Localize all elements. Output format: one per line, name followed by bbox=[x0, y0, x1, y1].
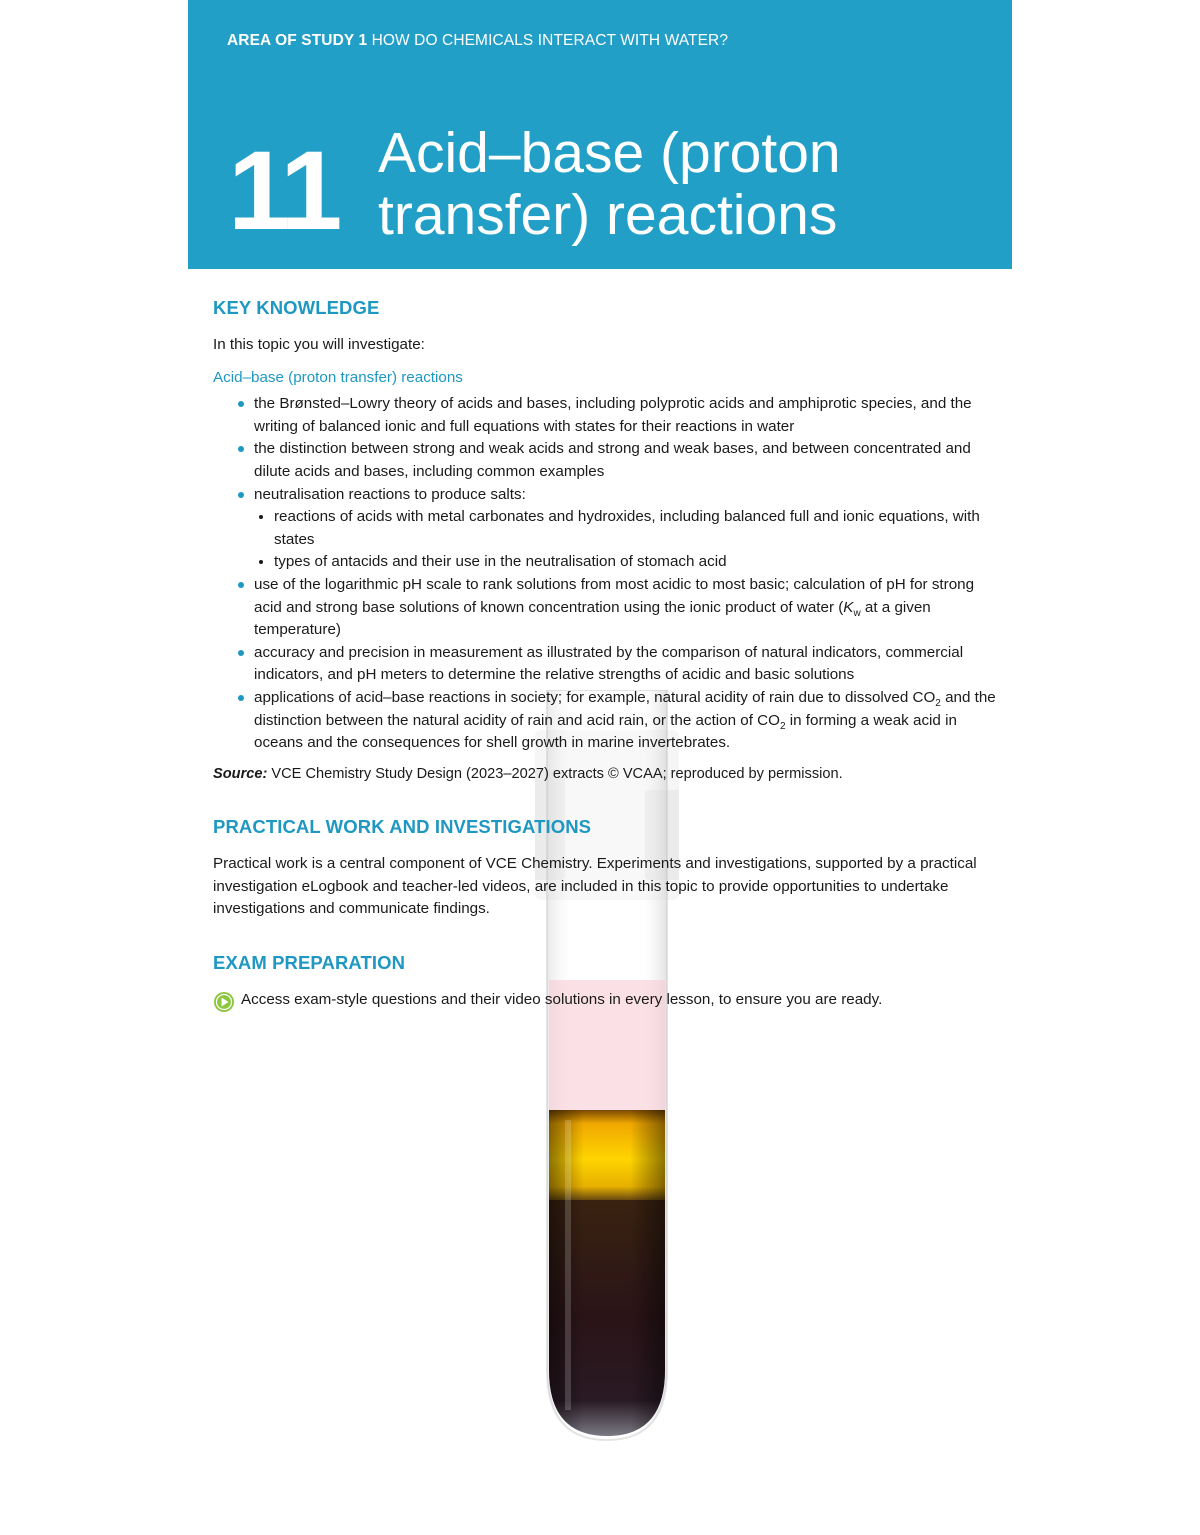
chapter-title bbox=[378, 122, 841, 246]
practical-text: Practical work is a central component of VCE Chemistry. Experiments and investigations, supported by a practical investigation eLogbook and teacher-led videos, are included in this topic to provide opportunities to undertake investigations and communicate findings. bbox=[213, 855, 977, 918]
key-knowledge-list bbox=[213, 393, 1003, 755]
chapter-title-line-1: Acid–base (proton bbox=[378, 121, 841, 185]
source-label: Source: bbox=[213, 765, 268, 782]
play-icon[interactable] bbox=[213, 991, 235, 1013]
source-text: VCE Chemistry Study Design (2023–2027) extracts © VCAA; reproduced by permission. bbox=[267, 765, 843, 782]
key-knowledge-intro: In this topic you will investigate: bbox=[213, 336, 425, 353]
exam-link[interactable] bbox=[213, 989, 941, 1012]
list-item: applications of acid–base reactions in society; for example, natural acidity of rain due to dissolved $CO_2$ and the distinction between the natural acidity of rain and acid rain, or the action of $CO_2$ in forming a weak acid in oceans and the consequences for shell growth in marine invertebrates. bbox=[213, 687, 1003, 755]
chapter-number: 11 bbox=[228, 128, 339, 253]
list-item: neutralisation reactions to produce salts: reactions of acids with metal carbonates and hydroxides, including balanced full and ionic equations, with states types of antacids and their use in the neutralisation of stomach acid bbox=[213, 484, 1003, 574]
list-item: accuracy and precision in measurement as illustrated by the comparison of natural indicators, commercial indicators, and pH meters to determine the relative strengths of acidic and basic solutions bbox=[213, 642, 1003, 687]
practical-heading: PRACTICAL WORK AND INVESTIGATIONS bbox=[213, 816, 592, 838]
area-of-study-line bbox=[227, 32, 728, 50]
list-item: use of the logarithmic pH scale to rank solutions from most acidic to most basic; calculation of pH for strong acid and strong base solutions of known concentration using the ionic product of water ($K_w$ at a given temperature) bbox=[213, 574, 1003, 642]
chapter-banner bbox=[188, 0, 1012, 269]
list-item: the distinction between strong and weak acids and strong and weak bases, and between concentrated and dilute acids and bases, including common examples bbox=[213, 438, 1003, 483]
key-knowledge-subheading: Acid–base (proton transfer) reactions bbox=[213, 368, 463, 386]
list-item: the Brønsted–Lowry theory of acids and bases, including polyprotic acids and amphiprotic species, and the writing of balanced ionic and full equations with states for their reactions in water bbox=[213, 393, 1003, 438]
source-credit bbox=[213, 763, 1003, 786]
sub-list-item: types of antacids and their use in the neutralisation of stomach acid bbox=[254, 551, 1003, 574]
exam-heading: EXAM PREPARATION bbox=[213, 952, 406, 974]
chapter-title-line-2: transfer) reactions bbox=[378, 183, 838, 247]
sub-list bbox=[254, 506, 1003, 574]
content-area bbox=[213, 296, 1003, 1012]
chapter-page bbox=[188, 0, 1012, 1535]
area-of-study-label: AREA OF STUDY 1 bbox=[227, 32, 368, 49]
exam-text: Access exam-style questions and their video solutions in every lesson, to ensure you are ready. bbox=[241, 991, 883, 1009]
key-knowledge-heading: KEY KNOWLEDGE bbox=[213, 297, 380, 318]
sub-list-item: reactions of acids with metal carbonates and hydroxides, including balanced full and ionic equations, with states bbox=[254, 506, 1003, 551]
area-of-study-title: HOW DO CHEMICALS INTERACT WITH WATER? bbox=[371, 32, 729, 49]
